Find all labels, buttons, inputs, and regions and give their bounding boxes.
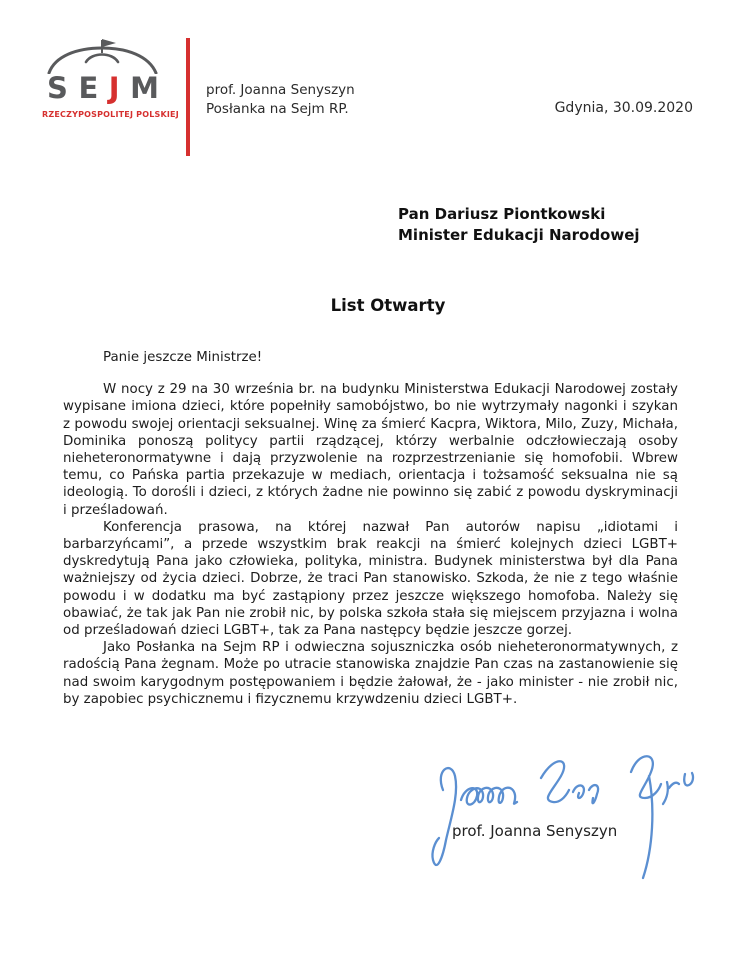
sender-name: prof. Joanna Senyszyn — [206, 82, 355, 98]
sender-title: Posłanka na Sejm RP. — [206, 101, 349, 117]
logo-letter-j: J — [108, 71, 120, 105]
paragraph-1: W nocy z 29 na 30 września br. na budynku Ministerstwa Edukacji Narodowej zostały wypisane imiona dzieci, które popełniły samobójstwo, bo nie wytrzymały nagonki i szykan z powodu swojej orientacji seksualnej. Winę za śmierć Kacpra, Wiktora, Milo, Zuzy, Michała, Dominika ponoszą politycy partii rządzącej, którzy werbalnie odczłowieczają osoby nieheteronormatywne i dają przyzwolenie na rozprzestrzenianie się homofobii. Wbrew temu, co Pańska partia przekazuje w mediach, orientacja i tożsamość seksualna nie są ideologią. To dorośli i dzieci, z których żadne nie powinno się zabić z powodu dyskryminacji i prześladowań. — [63, 382, 678, 518]
sejm-logo-letters — [47, 72, 159, 104]
letter-title: List Otwarty — [330, 296, 446, 315]
logo-letter-e: E — [78, 71, 99, 105]
letter-body — [63, 349, 678, 708]
salutation: Panie jeszcze Ministrze! — [103, 350, 263, 365]
sejm-dome-icon — [45, 36, 160, 74]
handwritten-signature — [413, 746, 703, 888]
paragraph-2: Konferencja prasowa, na której nazwał Pan autorów napisu „idiotami i barbarzyńcami”, a przede wszystkim brak reakcji na śmierć kolejnych dzieci LGBT+ dyskredytują Pana jako człowieka, polityka, ministra. Budynek ministerstwa był dla Pana ważniejszy od życia dzieci. Dobrze, że traci Pan stanowisko. Szkoda, że nie z tego właśnie powodu i w dodatku ma być zastąpiony przez jeszcze większego homofoba. Należy się obawiać, że tak jak Pan nie zrobił nic, by polska szkoła stała się miejscem przyjazna i wolna od prześladowań dzieci LGBT+, tak za Pana następcy będzie jeszcze gorzej. — [63, 519, 678, 639]
logo-letter-m: M — [130, 71, 159, 105]
paragraph-3: Jako Posłanka na Sejm RP i odwieczna sojuszniczka osób nieheteronormatywnych, z radością Pana żegnam. Może po utracie stanowiska znajdzie Pan czas na zastanowienie się nad swoim karygodnym postępowaniem i będzie żałował, że - jako minister - nie zrobił nic, by zapobiec psychicznemu i fizycznemu krzywdzeniu dzieci LGBT+. — [63, 640, 678, 707]
header-red-divider — [186, 38, 190, 156]
sender-block — [206, 81, 355, 119]
sejm-logo-subtitle: RZECZYPOSPOLITEJ POLSKIEJ — [42, 110, 179, 119]
signature-typed-name: prof. Joanna Senyszyn — [452, 822, 618, 840]
place-and-date: Gdynia, 30.09.2020 — [554, 100, 693, 116]
logo-letter-s: S — [47, 71, 68, 105]
recipient-role: Minister Edukacji Narodowej — [398, 226, 640, 244]
recipient-block — [398, 204, 640, 246]
recipient-name: Pan Dariusz Piontkowski — [398, 205, 606, 223]
flag-icon — [102, 39, 116, 47]
